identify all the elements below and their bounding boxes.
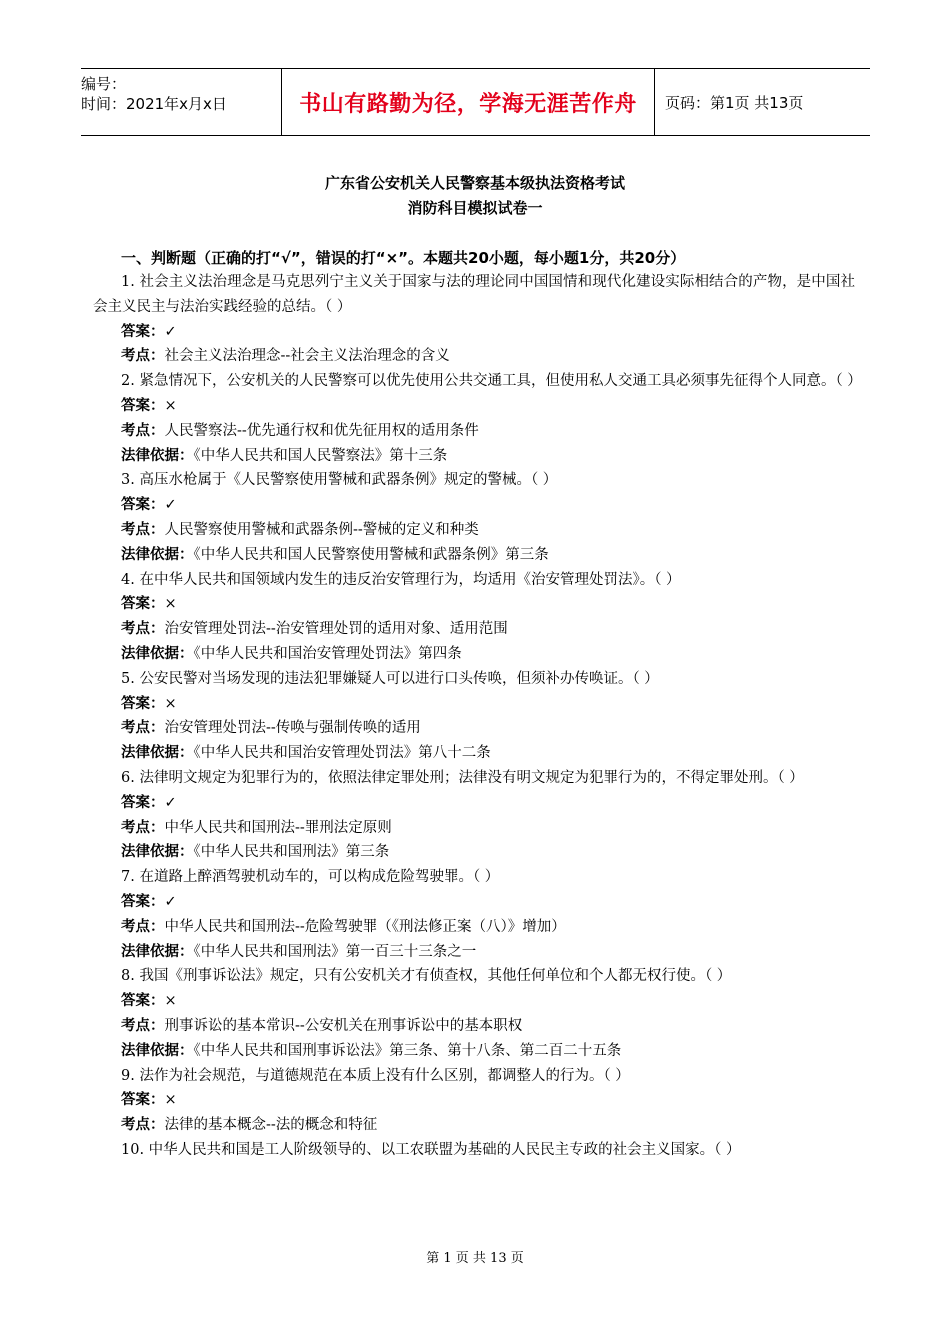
exam-point-line-value: 治安管理处罚法--传唤与强制传唤的适用 xyxy=(164,720,421,737)
question-list xyxy=(93,270,862,1163)
exam-point-line-label: 考点： xyxy=(121,348,165,365)
question-text: 9. 法作为社会规范，与道德规范在本质上没有什么区别，都调整人的行为。（ ） xyxy=(121,1067,630,1084)
exam-point-line-label: 考点： xyxy=(121,1017,165,1034)
legal-basis-line-value: 《中华人民共和国人民警察使用警械和武器条例》第三条 xyxy=(193,546,549,563)
exam-point-line-label: 考点： xyxy=(121,720,165,737)
exam-point-line-value: 中华人民共和国刑法--危险驾驶罪（《刑法修正案（八）》增加） xyxy=(164,918,566,935)
legal-basis-line-value: 《中华人民共和国刑法》第一百三十三条之一 xyxy=(193,943,477,960)
answer-line-label: 答案： xyxy=(121,323,165,340)
answer-line xyxy=(121,890,855,915)
answer-line-label: 答案： xyxy=(121,695,165,712)
exam-point-line-label: 考点： xyxy=(121,521,165,538)
exam-point-line xyxy=(121,344,855,369)
legal-basis-line-value: 《中华人民共和国治安管理处罚法》第四条 xyxy=(193,645,462,662)
exam-point-line-value: 人民警察法--优先通行权和优先征用权的适用条件 xyxy=(164,422,479,439)
page-footer: 第 1 页 共 13 页 xyxy=(426,1251,524,1266)
motto-text: 书山有路勤为径，学海无涯苦作舟 xyxy=(299,91,637,117)
answer-line-value: × xyxy=(164,397,177,414)
legal-basis-line-label: 法律依据： xyxy=(121,1042,194,1059)
answer-line-value: × xyxy=(164,1092,177,1109)
header-meta xyxy=(81,69,281,135)
legal-basis-line-value: 《中华人民共和国人民警察法》第十三条 xyxy=(193,447,448,464)
exam-point-line-value: 中华人民共和国刑法--罪刑法定原则 xyxy=(164,819,392,836)
exam-point-line xyxy=(121,716,855,741)
answer-line-value: ✓ xyxy=(164,794,177,811)
question-text: 5. 公安民警对当场发现的违法犯罪嫌疑人可以进行口头传唤，但须补办传唤证。（ ） xyxy=(121,670,659,687)
exam-point-line-label: 考点： xyxy=(121,819,165,836)
number-label: 编号： xyxy=(81,75,127,93)
time-label: 时间：2021年x月x日 xyxy=(81,95,227,113)
exam-point-line xyxy=(121,617,855,642)
header-page-info: 页码：第1页 共13页 xyxy=(665,93,804,112)
answer-line-value: × xyxy=(164,596,177,613)
legal-basis-line-label: 法律依据： xyxy=(121,447,194,464)
answer-line-value: × xyxy=(164,993,177,1010)
exam-point-line-label: 考点： xyxy=(121,621,165,638)
answer-line xyxy=(121,320,855,345)
question-item xyxy=(93,568,855,667)
question-item xyxy=(93,468,855,567)
exam-point-line xyxy=(121,419,855,444)
exam-point-line xyxy=(121,1113,855,1138)
legal-basis-line xyxy=(121,741,855,766)
exam-point-line-label: 考点： xyxy=(121,918,165,935)
question-item xyxy=(93,1138,855,1163)
section-heading: 一、判断题（正确的打“√”，错误的打“×”。本题共20小题，每小题1分，共20分） xyxy=(121,249,686,267)
legal-basis-line xyxy=(121,543,855,568)
exam-point-line-label: 考点： xyxy=(121,1117,165,1134)
question-text: 8. 我国《刑事诉讼法》规定，只有公安机关才有侦查权，其他任何单位和个人都无权行使。（ ） xyxy=(121,968,732,985)
exam-point-line-value: 人民警察使用警械和武器条例--警械的定义和种类 xyxy=(164,521,479,538)
legal-basis-line xyxy=(121,642,855,667)
exam-point-line xyxy=(121,518,855,543)
legal-basis-line xyxy=(121,1039,855,1064)
exam-point-line-value: 社会主义法治理念--社会主义法治理念的含义 xyxy=(164,348,450,365)
exam-point-line-value: 刑事诉讼的基本常识--公安机关在刑事诉讼中的基本职权 xyxy=(164,1017,523,1034)
answer-line xyxy=(121,592,855,617)
legal-basis-line-label: 法律依据： xyxy=(121,745,194,762)
legal-basis-line xyxy=(121,840,855,865)
answer-line-label: 答案： xyxy=(121,1092,165,1109)
legal-basis-line-label: 法律依据： xyxy=(121,943,194,960)
question-text: 7. 在道路上醉酒驾驶机动车的，可以构成危险驾驶罪。（ ） xyxy=(121,869,500,886)
answer-line xyxy=(121,1088,855,1113)
answer-line xyxy=(121,989,855,1014)
exam-point-line-value: 法律的基本概念--法的概念和特征 xyxy=(164,1117,378,1134)
exam-point-line-label: 考点： xyxy=(121,422,165,439)
question-item xyxy=(93,667,855,766)
legal-basis-line-value: 《中华人民共和国治安管理处罚法》第八十二条 xyxy=(193,745,491,762)
exam-point-line-value: 治安管理处罚法--治安管理处罚的适用对象、适用范围 xyxy=(164,621,508,638)
answer-line-label: 答案： xyxy=(121,497,165,514)
question-item xyxy=(93,766,855,865)
answer-line xyxy=(121,493,855,518)
question-item xyxy=(93,1064,855,1138)
answer-line xyxy=(121,692,855,717)
question-text: 10. 中华人民共和国是工人阶级领导的、以工农联盟为基础的人民民主专政的社会主义国家。（ ） xyxy=(121,1141,741,1158)
question-item xyxy=(93,270,855,369)
answer-line-value: × xyxy=(164,695,177,712)
answer-line-label: 答案： xyxy=(121,993,165,1010)
answer-line-label: 答案： xyxy=(121,596,165,613)
legal-basis-line-label: 法律依据： xyxy=(121,546,194,563)
answer-line-value: ✓ xyxy=(164,497,177,514)
document-subtitle: 消防科目模拟试卷一 xyxy=(407,199,543,217)
question-text: 3. 高压水枪属于《人民警察使用警械和武器条例》规定的警械。（ ） xyxy=(121,472,558,489)
answer-line-label: 答案： xyxy=(121,397,165,414)
question-item xyxy=(93,964,855,1063)
exam-point-line xyxy=(121,915,855,940)
question-item xyxy=(93,369,862,468)
answer-line xyxy=(121,791,855,816)
question-item xyxy=(93,865,855,964)
answer-line-label: 答案： xyxy=(121,893,165,910)
legal-basis-line-label: 法律依据： xyxy=(121,844,194,861)
document-title: 广东省公安机关人民警察基本级执法资格考试 xyxy=(324,174,625,192)
question-text: 4. 在中华人民共和国领域内发生的违反治安管理行为，均适用《治安管理处罚法》。（ ） xyxy=(121,571,681,588)
answer-line xyxy=(121,394,855,419)
answer-line-label: 答案： xyxy=(121,794,165,811)
exam-point-line xyxy=(121,1014,855,1039)
legal-basis-line-label: 法律依据： xyxy=(121,645,194,662)
question-text: 1. 社会主义法治理念是马克思列宁主义关于国家与法的理论同中国国情和现代化建设实际相结合的产物，是中国社会主义民主与法治实践经验的总结。（ ） xyxy=(93,274,855,315)
legal-basis-line xyxy=(121,940,855,965)
legal-basis-line-value: 《中华人民共和国刑法》第三条 xyxy=(193,844,390,861)
answer-line-value: ✓ xyxy=(164,893,177,910)
question-text: 6. 法律明文规定为犯罪行为的，依照法律定罪处刑；法律没有明文规定为犯罪行为的，不得定罪处刑。（ ） xyxy=(121,769,804,786)
answer-line-value: ✓ xyxy=(164,323,177,340)
exam-point-line xyxy=(121,816,855,841)
header-motto-cell xyxy=(281,69,655,135)
legal-basis-line xyxy=(121,444,855,469)
legal-basis-line-value: 《中华人民共和国刑事诉讼法》第三条、第十八条、第二百二十五条 xyxy=(193,1042,622,1059)
document-header xyxy=(81,68,870,136)
question-text: 2. 紧急情况下，公安机关的人民警察可以优先使用公共交通工具，但使用私人交通工具必须事先征得个人同意。（ ） xyxy=(121,373,862,390)
